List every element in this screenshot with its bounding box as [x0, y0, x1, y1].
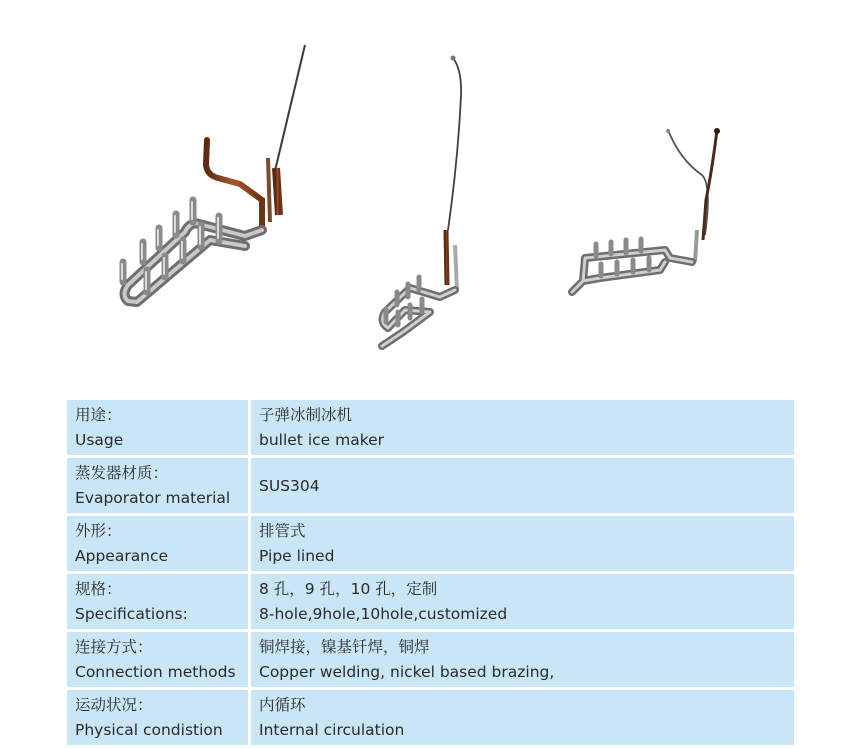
table-row — [67, 400, 794, 458]
medium-ice-maker-evaporator — [382, 56, 461, 347]
table-row — [67, 574, 794, 632]
physical-condition-value: 内循环 Internal circulation — [251, 690, 794, 748]
usage-label: 用途： Usage — [67, 400, 251, 458]
spec-table — [67, 400, 794, 748]
appearance-label: 外形： Appearance — [67, 516, 251, 574]
table-row — [67, 632, 794, 690]
table-row — [67, 516, 794, 574]
material-label: 蒸发器材质： Evaporator material — [67, 458, 251, 516]
physical-condition-label: 运动状况： Physical condistion — [67, 690, 251, 748]
specifications-value: 8 孔，9 孔，10 孔，定制 8-hole,9hole,10hole,customized — [251, 574, 794, 632]
large-ice-maker-evaporator — [122, 45, 305, 302]
material-value: SUS304 — [251, 458, 794, 516]
table-row — [67, 458, 794, 516]
connection-methods-value: 铜焊接，镍基钎焊，铜焊 Copper welding, nickel based brazing, — [251, 632, 794, 690]
connection-methods-label: 连接方式： Connection methods — [67, 632, 251, 690]
usage-value: 子弹冰制冰机 bullet ice maker — [251, 400, 794, 458]
appearance-value: 排管式 Pipe lined — [251, 516, 794, 574]
specifications-label: 规格： Specifications: — [67, 574, 251, 632]
small-ice-maker-evaporator — [572, 128, 720, 292]
table-row — [67, 690, 794, 748]
